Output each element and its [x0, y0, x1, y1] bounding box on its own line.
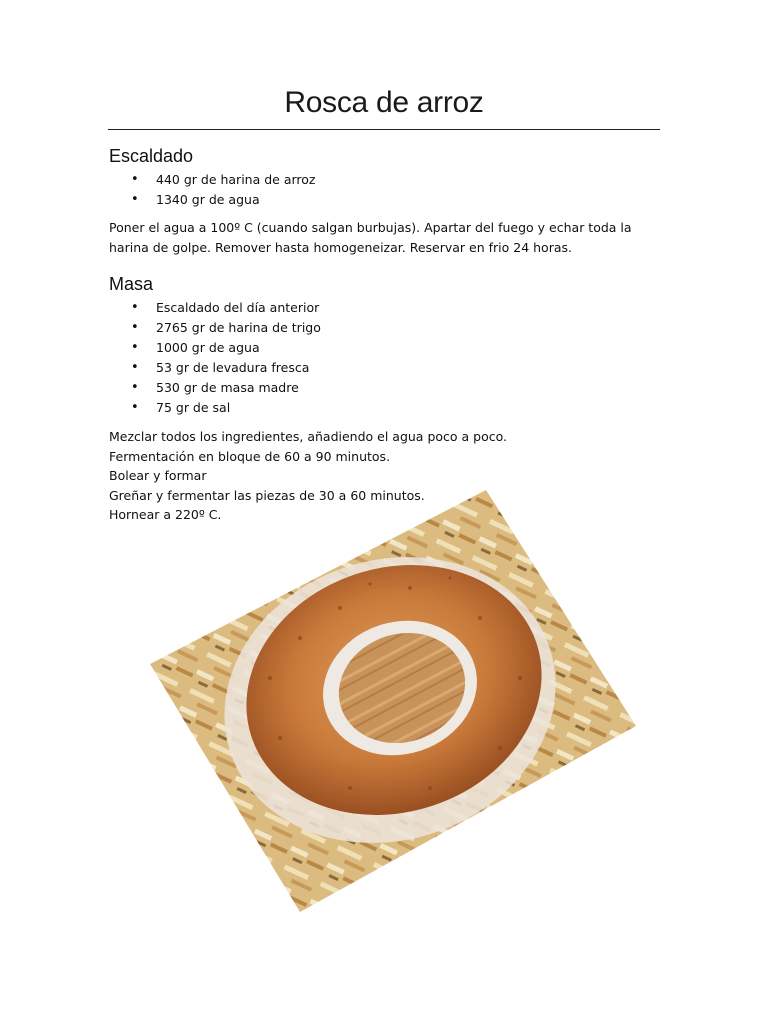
- paragraph-line: harina de golpe. Remover hasta homogeneizar. Reservar en frio 24 horas.: [109, 239, 572, 255]
- ingredient-list-escaldado: [109, 170, 315, 210]
- bullet-icon: •: [131, 172, 139, 187]
- list-item: • 53 gr de levadura fresca: [109, 358, 321, 378]
- paragraph-line: Bolear y formar: [109, 468, 207, 483]
- bullet-icon: •: [131, 400, 139, 415]
- section-heading-masa: Masa: [109, 274, 154, 294]
- list-item: • 75 gr de sal: [109, 398, 321, 418]
- bullet-icon: •: [131, 320, 139, 335]
- bullet-icon: •: [131, 360, 139, 375]
- paragraph-line: Greñar y fermentar las piezas de 30 a 60 minutos.: [109, 487, 425, 503]
- bullet-icon: •: [131, 340, 139, 355]
- paragraph-line: Hornear a 220º C.: [109, 507, 222, 522]
- bullet-icon: •: [131, 192, 139, 207]
- bullet-icon: •: [131, 380, 139, 395]
- bread-ring-photo: [150, 488, 636, 912]
- list-item: • 1340 gr de agua: [109, 190, 315, 210]
- paragraph-line: Fermentación en bloque de 60 a 90 minutos.: [109, 448, 391, 464]
- list-item: • 440 gr de harina de arroz: [109, 170, 315, 190]
- list-item: • Escaldado del día anterior: [109, 298, 321, 318]
- instructions-escaldado: [109, 218, 649, 257]
- list-item: • 1000 gr de agua: [109, 338, 321, 358]
- page-title: Rosca de arroz: [284, 86, 484, 119]
- ingredient-list-masa: [109, 298, 321, 418]
- paragraph-line: Poner el agua a 100º C (cuando salgan burbujas). Apartar del fuego y echar toda la: [109, 220, 632, 235]
- title-underline: [108, 129, 660, 130]
- paragraph-line: Mezclar todos los ingredientes, añadiendo el agua poco a poco.: [109, 429, 508, 444]
- list-item: • 2765 gr de harina de trigo: [109, 318, 321, 338]
- section-heading-escaldado: Escaldado: [109, 146, 194, 166]
- bullet-icon: •: [131, 300, 139, 315]
- list-item: • 530 gr de masa madre: [109, 378, 321, 398]
